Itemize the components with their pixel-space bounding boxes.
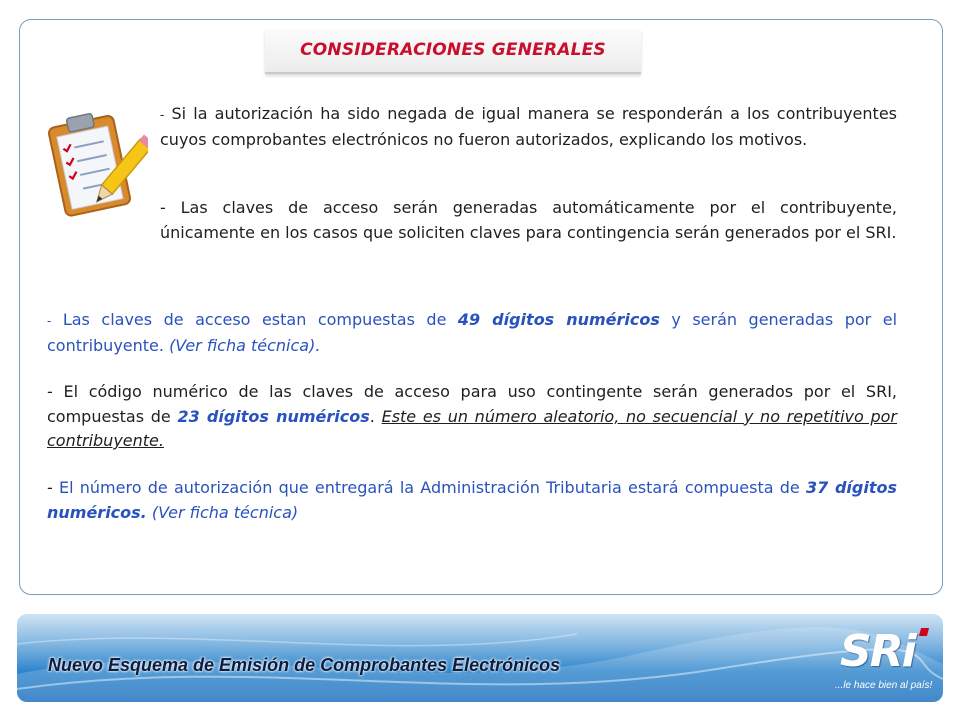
technical-sheet-reference: (Ver ficha técnica)	[151, 502, 299, 522]
paragraph-text: y serán generadas por el contribuyente.	[47, 310, 898, 355]
paragraph-text: Si la autorización ha sido negada de igual manera se responderán a los contribuyentes cuyos comprobantes electrónicos no fueron autorizados, explicando los motivos.	[160, 104, 897, 149]
technical-sheet-reference: (Ver ficha técnica).	[169, 335, 321, 355]
digits-highlight: 37 dígitos numéricos.	[47, 478, 898, 522]
sri-tagline: ...le hace bien al país!	[835, 680, 933, 691]
paragraph-access-keys-49-digits	[47, 308, 897, 358]
random-number-note: Este es un número aleatorio, no secuencial y no repetitivo por contribuyente.	[47, 406, 898, 450]
sri-logo: SRi	[840, 626, 915, 677]
digits-highlight: 23 dígitos numéricos	[177, 406, 370, 426]
clipboard-pencil-icon	[38, 108, 148, 218]
paragraph-text: - Las claves de acceso serán generadas automáticamente por el contribuyente, únicamente en los casos que soliciten claves para contingencia serán generados por el SRI.	[160, 198, 897, 242]
paragraph-contingency-code	[47, 380, 897, 454]
paragraph-text: El número de autorización que entregará la Administración Tributaria estará compuesta de	[52, 478, 806, 497]
digits-highlight: 49 dígitos numéricos	[457, 310, 660, 329]
paragraph-access-keys-generation	[160, 196, 897, 245]
footer-title: Nuevo Esquema de Emisión de Comprobantes Electrónicos	[48, 655, 561, 675]
paragraph-dash: -	[47, 314, 52, 328]
page-title: CONSIDERACIONES GENERALES	[300, 40, 606, 60]
title-box	[265, 30, 641, 74]
paragraph-authorization-number	[47, 476, 897, 525]
paragraph-text: Las claves de acceso estan compuestas de	[51, 310, 458, 329]
paragraph-dash: -	[47, 478, 53, 497]
paragraph-text: .	[369, 406, 382, 426]
paragraph-authorization-denied	[160, 102, 897, 152]
paragraph-dash: -	[160, 108, 165, 122]
paragraph-text: - El código numérico de las claves de acceso para uso contingente serán generados por el SRI, compuestas de	[47, 382, 897, 426]
